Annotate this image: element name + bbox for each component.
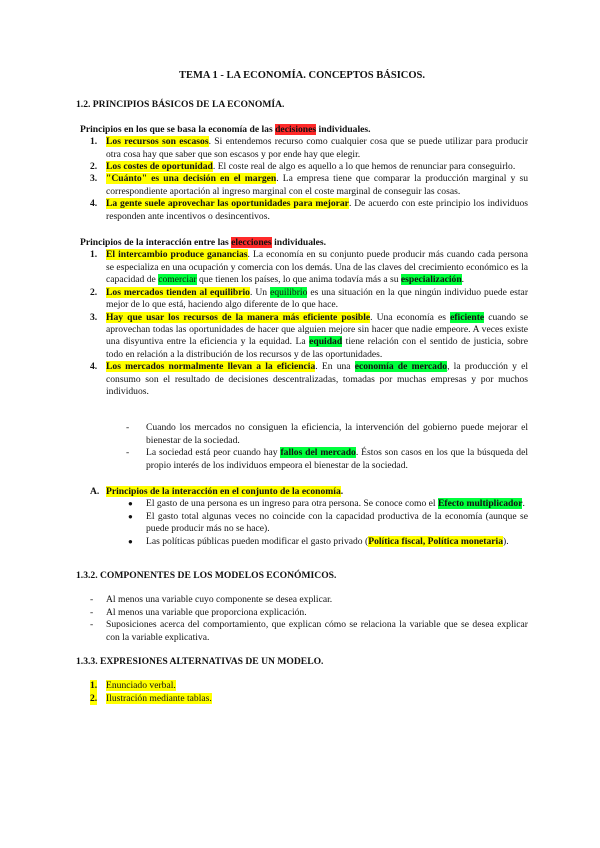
- subheading-text: individuales.: [316, 123, 371, 135]
- item-text: . La empresa tiene que comparar la producción marginal y su correspondiente aportación al ingreso marginal con el coste marginal de conseguir las cosas.: [106, 173, 528, 197]
- item-text: El gasto total algunas veces no coincide con la capacidad productiva de la economía (aunque se puede producir más no se hace).: [146, 510, 528, 535]
- section-heading-1-3-2: 1.3.2. COMPONENTES DE LOS MODELOS ECONÓMICOS.: [76, 570, 337, 581]
- list-item: [76, 498, 528, 510]
- list-item: [76, 511, 528, 536]
- item-number: 3.: [90, 311, 98, 323]
- item-number: 1.: [90, 136, 98, 148]
- highlight-green: Efecto multiplicador: [437, 498, 523, 510]
- highlight-yellow: El intercambio produce ganancias: [106, 249, 248, 261]
- list-item: [76, 607, 528, 619]
- highlight-green: eficiente: [450, 311, 485, 323]
- item-text: . La economía en su conjunto puede producir más cuando cada persona se especializa en una ocupación y comercia con los demás. Una de las claves del crecimiento económico es la capacidad de: [106, 249, 528, 286]
- highlight-yellow: Los costes de oportunidad: [106, 161, 213, 173]
- list-item: [76, 680, 528, 692]
- item-number: 4.: [90, 198, 98, 210]
- item-text: que tienen los países, lo que anima todavía más a su: [196, 274, 401, 286]
- item-text: tiene relación con el sentido de justicia, sobre todo en relación a la distribución de los recursos y de las oportunidades.: [106, 336, 528, 360]
- highlight-yellow: Ilustración mediante tablas.: [106, 692, 212, 704]
- item-text: La sociedad está peor cuando hay: [146, 447, 281, 459]
- economy-principles-list: [76, 498, 528, 548]
- highlight-green: equilibrio: [270, 286, 308, 298]
- item-text: Cuando los mercados no consiguen la eficiencia, la intervención del gobierno puede mejorar el bienestar de la sociedad.: [146, 422, 528, 446]
- subheading-text: .: [340, 485, 344, 497]
- item-text: . Un: [249, 286, 271, 298]
- item-text: . En una: [315, 361, 355, 373]
- item-text: . Una economía es: [370, 311, 451, 323]
- page-title: TEMA 1 - LA ECONOMÍA. CONCEPTOS BÁSICOS.: [178, 70, 425, 81]
- list-item: [76, 249, 528, 286]
- model-components-list: [76, 594, 528, 644]
- highlight-yellow: Los recursos son escasos: [106, 136, 209, 148]
- list-item: [76, 198, 528, 223]
- item-letter: A.: [90, 485, 100, 497]
- highlight-yellow: Los mercados normalmente llevan a la eficiencia: [106, 361, 316, 373]
- list-item: [76, 312, 528, 362]
- subheading-text: individuales.: [271, 237, 327, 249]
- highlight-green: fallos del mercado: [280, 447, 356, 459]
- highlight-green: equidad: [309, 336, 343, 348]
- item-number: 2.: [90, 692, 98, 704]
- list-item: [76, 161, 528, 173]
- bullet-icon: ●: [128, 536, 133, 546]
- item-text: ).: [503, 535, 509, 547]
- item-number: 2.: [90, 286, 98, 298]
- list-item: [76, 422, 528, 447]
- item-text: Al menos una variable que proporciona explicación.: [106, 606, 307, 618]
- list-item: [76, 619, 528, 644]
- item-text: . El coste real de algo es aquello a lo que hemos de renunciar para conseguirlo.: [212, 161, 516, 173]
- item-text: .: [522, 498, 525, 510]
- subheading-decisiones: [80, 124, 528, 136]
- principles-list-2: [76, 249, 528, 398]
- item-text: Suposiciones acerca del comportamiento, que explican cómo se relaciona la variable que se desea explicar con la variable explicativa.: [106, 619, 528, 643]
- item-number: 2.: [90, 161, 98, 173]
- highlight-yellow: Enunciado verbal.: [106, 680, 176, 692]
- highlight-yellow: Hay que usar los recursos de la manera más eficiente posible: [106, 311, 371, 323]
- highlight-yellow: Principios de la interacción en el conjunto de la economía: [106, 485, 341, 497]
- section-heading-1-3-3: 1.3.3. EXPRESIONES ALTERNATIVAS DE UN MODELO.: [76, 656, 324, 668]
- principles-list-1: [76, 136, 528, 223]
- list-item: [76, 287, 528, 312]
- dash-marker: -: [90, 619, 94, 631]
- item-text: Las políticas públicas pueden modificar el gasto privado (: [146, 535, 369, 547]
- item-number: 3.: [90, 173, 98, 185]
- highlight-yellow: La gente suele aprovechar las oportunidades para mejorar: [106, 198, 349, 210]
- section-heading-1-2: 1.2. PRINCIPIOS BÁSICOS DE LA ECONOMÍA.: [76, 99, 285, 111]
- list-item: [76, 447, 528, 472]
- highlight-red: decisiones: [275, 123, 317, 135]
- item-text: cuando se aprovechan todas las oportunidades de hacer que alguien mejore sin hacer que nadie empeore. A veces existe una disyuntiva entre la eficiencia y la equidad. La: [106, 311, 528, 348]
- item-text: . Si entendemos recurso como cualquier cosa que se puede utilizar para producir otra cosa hay que saber que son escasos y por ende hay que elegir.: [106, 136, 529, 160]
- subheading-text: Principios de la interacción entre las: [80, 237, 232, 249]
- dash-marker: -: [126, 447, 130, 459]
- subheading-text: Principios en los que se basa la economía de las: [80, 123, 276, 135]
- subheading-conjunto: [76, 486, 528, 498]
- bullet-icon: ●: [128, 511, 133, 521]
- highlight-green: especialización: [400, 274, 462, 286]
- item-text: El gasto de una persona es un ingreso para otra persona. Se conoce como el: [146, 498, 438, 510]
- dash-marker: -: [90, 594, 94, 606]
- item-number: 1.: [90, 249, 98, 261]
- item-number: 1.: [90, 680, 98, 692]
- list-item: [76, 693, 528, 705]
- item-text: , la producción y el consumo son el resultado de decisiones descentralizadas, tomadas por muchas empresas y por muchos individuos.: [106, 361, 529, 397]
- item-text: . De acuerdo con este principio los individuos responden ante incentivos o desincentivos.: [106, 198, 528, 222]
- market-notes-list: [76, 422, 528, 472]
- list-item: [76, 361, 528, 398]
- highlight-yellow: Los mercados tienden al equilibrio: [106, 286, 250, 298]
- dash-marker: -: [126, 422, 130, 434]
- list-item: [76, 536, 528, 548]
- list-item: [76, 136, 528, 161]
- list-item: [76, 173, 528, 198]
- item-number: 4.: [90, 361, 98, 373]
- item-text: . Éstos son casos en los que la búsqueda del propio interés de los individuos empeora el bienestar de la sociedad.: [146, 447, 528, 471]
- model-expressions-list: [76, 680, 528, 705]
- item-text: Al menos una variable cuyo componente se desea explicar.: [106, 594, 333, 606]
- highlight-green: economía de mercado: [354, 361, 448, 373]
- item-text: es una situación en la que ningún individuo puede estar mejor de lo que está, haciendo algo diferente de lo que hace.: [106, 286, 529, 311]
- list-item: [76, 594, 528, 606]
- subheading-elecciones: [80, 237, 528, 249]
- highlight-yellow: Política fiscal, Política monetaria: [368, 535, 504, 547]
- highlight-red: elecciones: [231, 237, 272, 249]
- highlight-yellow: "Cuánto" es una decisión en el margen: [106, 173, 277, 185]
- highlight-green: comerciar: [158, 274, 197, 286]
- dash-marker: -: [90, 606, 94, 618]
- item-text: .: [461, 274, 465, 286]
- bullet-icon: ●: [128, 499, 133, 509]
